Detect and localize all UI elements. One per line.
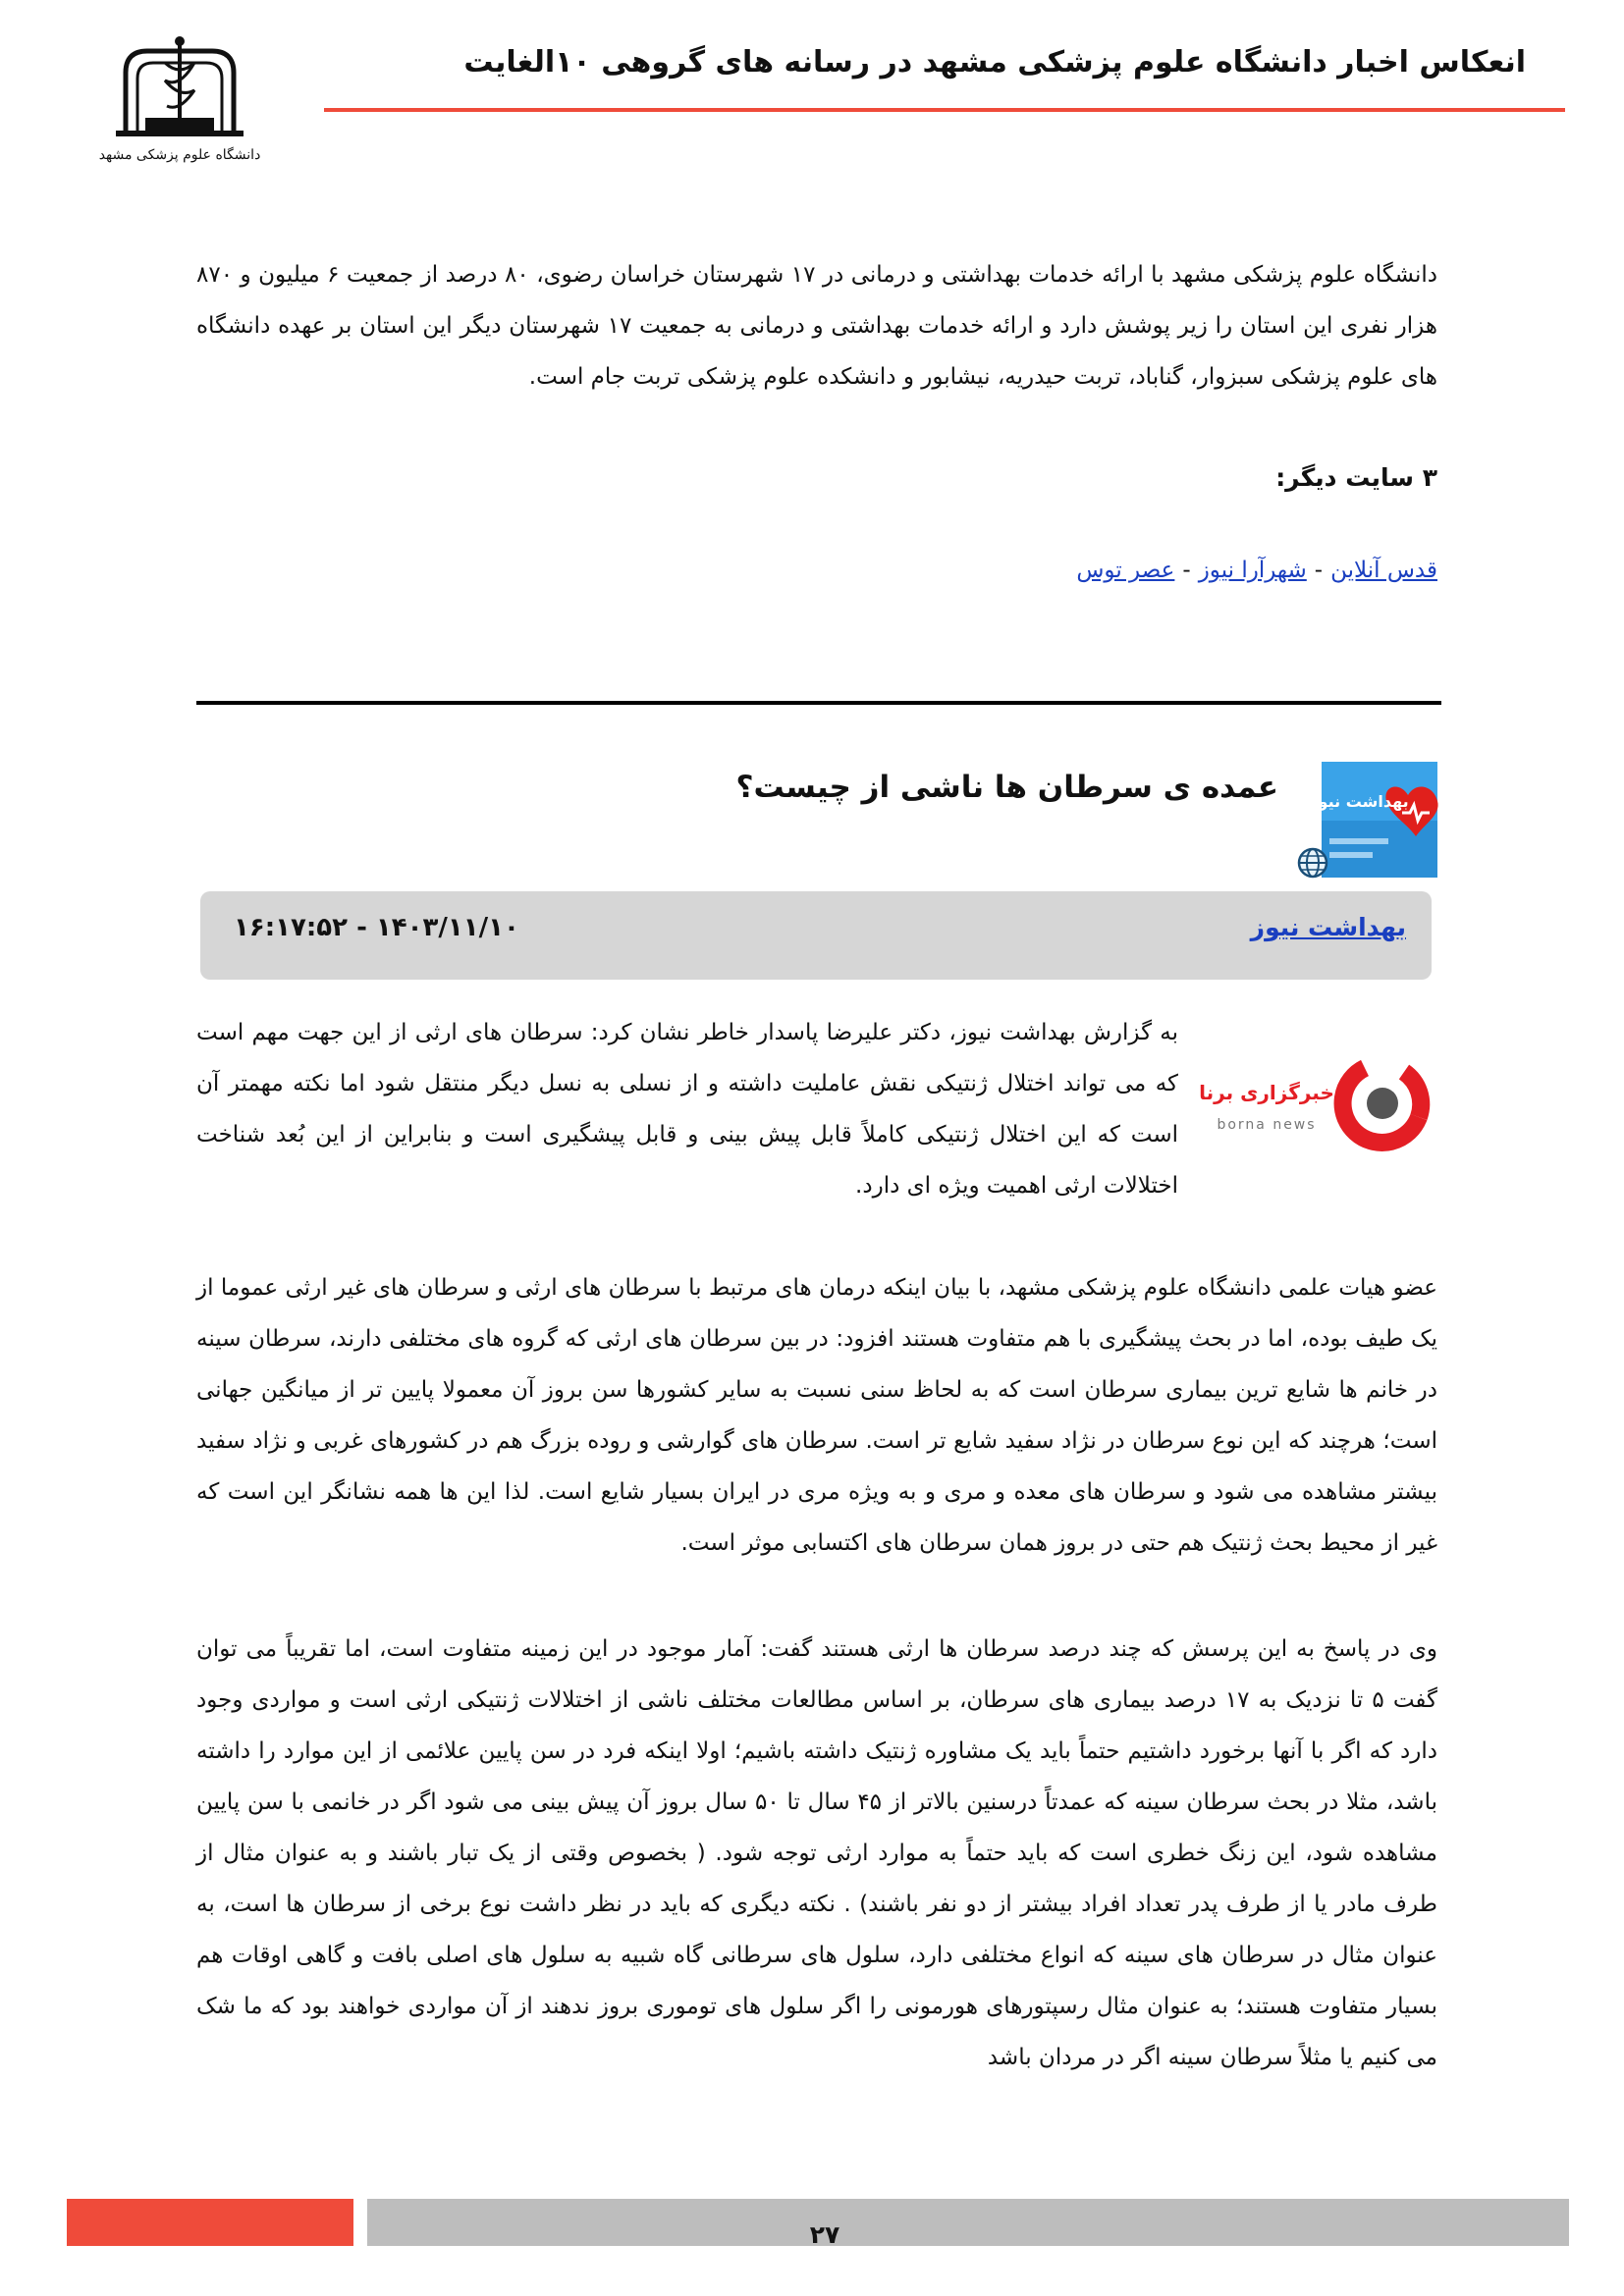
link-asr-toos[interactable]: عصر توس	[1076, 558, 1175, 583]
header-accent-line	[324, 108, 1565, 112]
article-paragraph-2: عضو هیات علمی دانشگاه علوم پزشکی مشهد، با بیان اینکه درمان های مرتبط با سرطان های ارثی و سرطان های غیر ارثی عموما از یک طیف بوده، اما در بحث پیشگیری با هم متفاوت هستند افزود: در بین سرطان های ارثی که گروه های مختلفی دارند، سرطان سینه در خانم ها شایع ترین بیماری سرطان است که به لحاظ سنی نسبت به سایر کشورها سن بروز آن معمولا پایین تر از میانگین جهانی است؛ هرچند که این نوع سرطان در نژاد سفید شایع تر است. سرطان های گوارشی و روده بزرگ هم در کشورهای غربی و نژاد سفید بیشتر مشاهده می شود و سرطان های معده و مری و به ویژه مری در ایران بسیار شایع است. لذا این ها همه نشانگر این است که غیر از محیط بحث ژنتیک هم حتی در بروز همان سرطان های اکتسابی موثر است.	[196, 1275, 1437, 1556]
intro-paragraph: دانشگاه علوم پزشکی مشهد با ارائه خدمات بهداشتی و درمانی در ۱۷ شهرستان خراسان رضوی، ۸۰ درصد از جمعیت ۶ میلیون و ۸۷۰ هزار نفری این استان را زیر پوشش دارد و ارائه خدمات بهداشتی و درمانی به جمعیت ۱۷ شهرستان دیگر این استان بر عهده دانشگاه های علوم پزشکی سبزوار، گناباد، تربت حیدریه، نیشابور و دانشکده علوم پزشکی تربت جام است.	[196, 262, 1437, 390]
behdasht-news-icon	[1309, 762, 1437, 878]
link-separator: -	[1182, 558, 1191, 583]
footer-red-bar	[67, 2199, 353, 2246]
article-title: عمده ی سرطان ها ناشی از چیست؟	[735, 770, 1278, 805]
article-datetime: ۱۴۰۳/۱۱/۱۰ - ۱۶:۱۷:۵۲	[234, 913, 519, 942]
article-lead-paragraph: به گزارش بهداشت نیوز، دکتر علیرضا پاسدار خاطر نشان کرد: سرطان های ارثی از این جهت مهم است که می تواند اختلال ژنتیکی نقش عاملیت داشته و از نسلی به نسل دیگر منتقل شود اما نکته مهمتر آن است که این اختلال ژنتیکی کاملاً قابل پیش بینی و قابل پیشگیری است و بنابراین از این بُعد شناخت اختلالات ارثی اهمیت ویژه ای دارد.	[196, 1020, 1178, 1199]
svg-text:خبرگزاری برنا: خبرگزاری برنا	[1199, 1081, 1334, 1104]
footer-gray-bar	[367, 2199, 1569, 2246]
other-sites-links	[1076, 558, 1437, 583]
link-separator: -	[1314, 558, 1324, 583]
page-header-title: انعکاس اخبار دانشگاه علوم پزشکی مشهد در رسانه های گروهی ۱۰الغایت	[463, 45, 1526, 80]
svg-text:بهداشت نیوز: بهداشت نیوز	[1309, 792, 1409, 811]
article-source-link[interactable]: بهداشت نیوز	[1250, 913, 1406, 941]
other-sites-label: ۳ سایت دیگر:	[1275, 463, 1437, 492]
section-divider	[196, 701, 1441, 705]
page-number: ۲۷	[809, 2220, 840, 2249]
link-shahrara-news[interactable]: شهرآرا نیوز	[1198, 558, 1307, 583]
svg-text:borna news: borna news	[1217, 1117, 1317, 1133]
university-logo	[98, 33, 261, 171]
borna-news-logo	[1199, 1039, 1434, 1166]
article-paragraph-3: وی در پاسخ به این پرسش که چند درصد سرطان ها ارثی هستند گفت: آمار موجود در این زمینه متفاوت است، اما تقریباً می توان گفت ۵ تا نزدیک به ۱۷ درصد بیماری های سرطان، بر اساس مطالعات مختلف ناشی از اختلالات ژنتیکی ارثی است و مواردی وجود دارد که اگر با آنها برخورد داشتیم حتماً باید یک مشاوره ژنتیک داشته باشیم؛ اولا اینکه فرد در سن پایین علائمی از این موارد را داشته باشد، مثلا در بحث سرطان سینه که عمدتاً درسنین بالاتر از ۴۵ سال تا ۵۰ سال بروز آن پیش بینی می شود اگر در خانمی با سن پایین مشاهده شود، این زنگ خطری است که باید حتماً به موارد ارثی توجه شود. ( بخصوص وقتی از یک تبار باشند و به عنوان مثال از طرف مادر یا از طرف پدر تعداد افراد بیشتر از دو نفر باشند) . نکته دیگری که باید در نظر داشت نوع برخی از سرطان ها است، به عنوان مثال در سرطان های سینه که انواع مختلفی دارد، سلول های سرطانی گاه شبیه به سلول های اصلی بافت و گاهی اوقات هم بسیار متفاوت هستند؛ به عنوان مثال رسپتورهای هورمونی را اگر سلول های توموری بروز ندهند از آن مواردی خواهند بود که ما شک می کنیم یا مثلاً سرطان سینه اگر در مردان باشد	[196, 1636, 1437, 2070]
svg-text:دانشگاه علوم پزشکی مشهد: دانشگاه علوم پزشکی مشهد	[98, 147, 261, 163]
globe-icon[interactable]	[1296, 846, 1329, 880]
link-qods-online[interactable]: قدس آنلاین	[1330, 558, 1437, 583]
